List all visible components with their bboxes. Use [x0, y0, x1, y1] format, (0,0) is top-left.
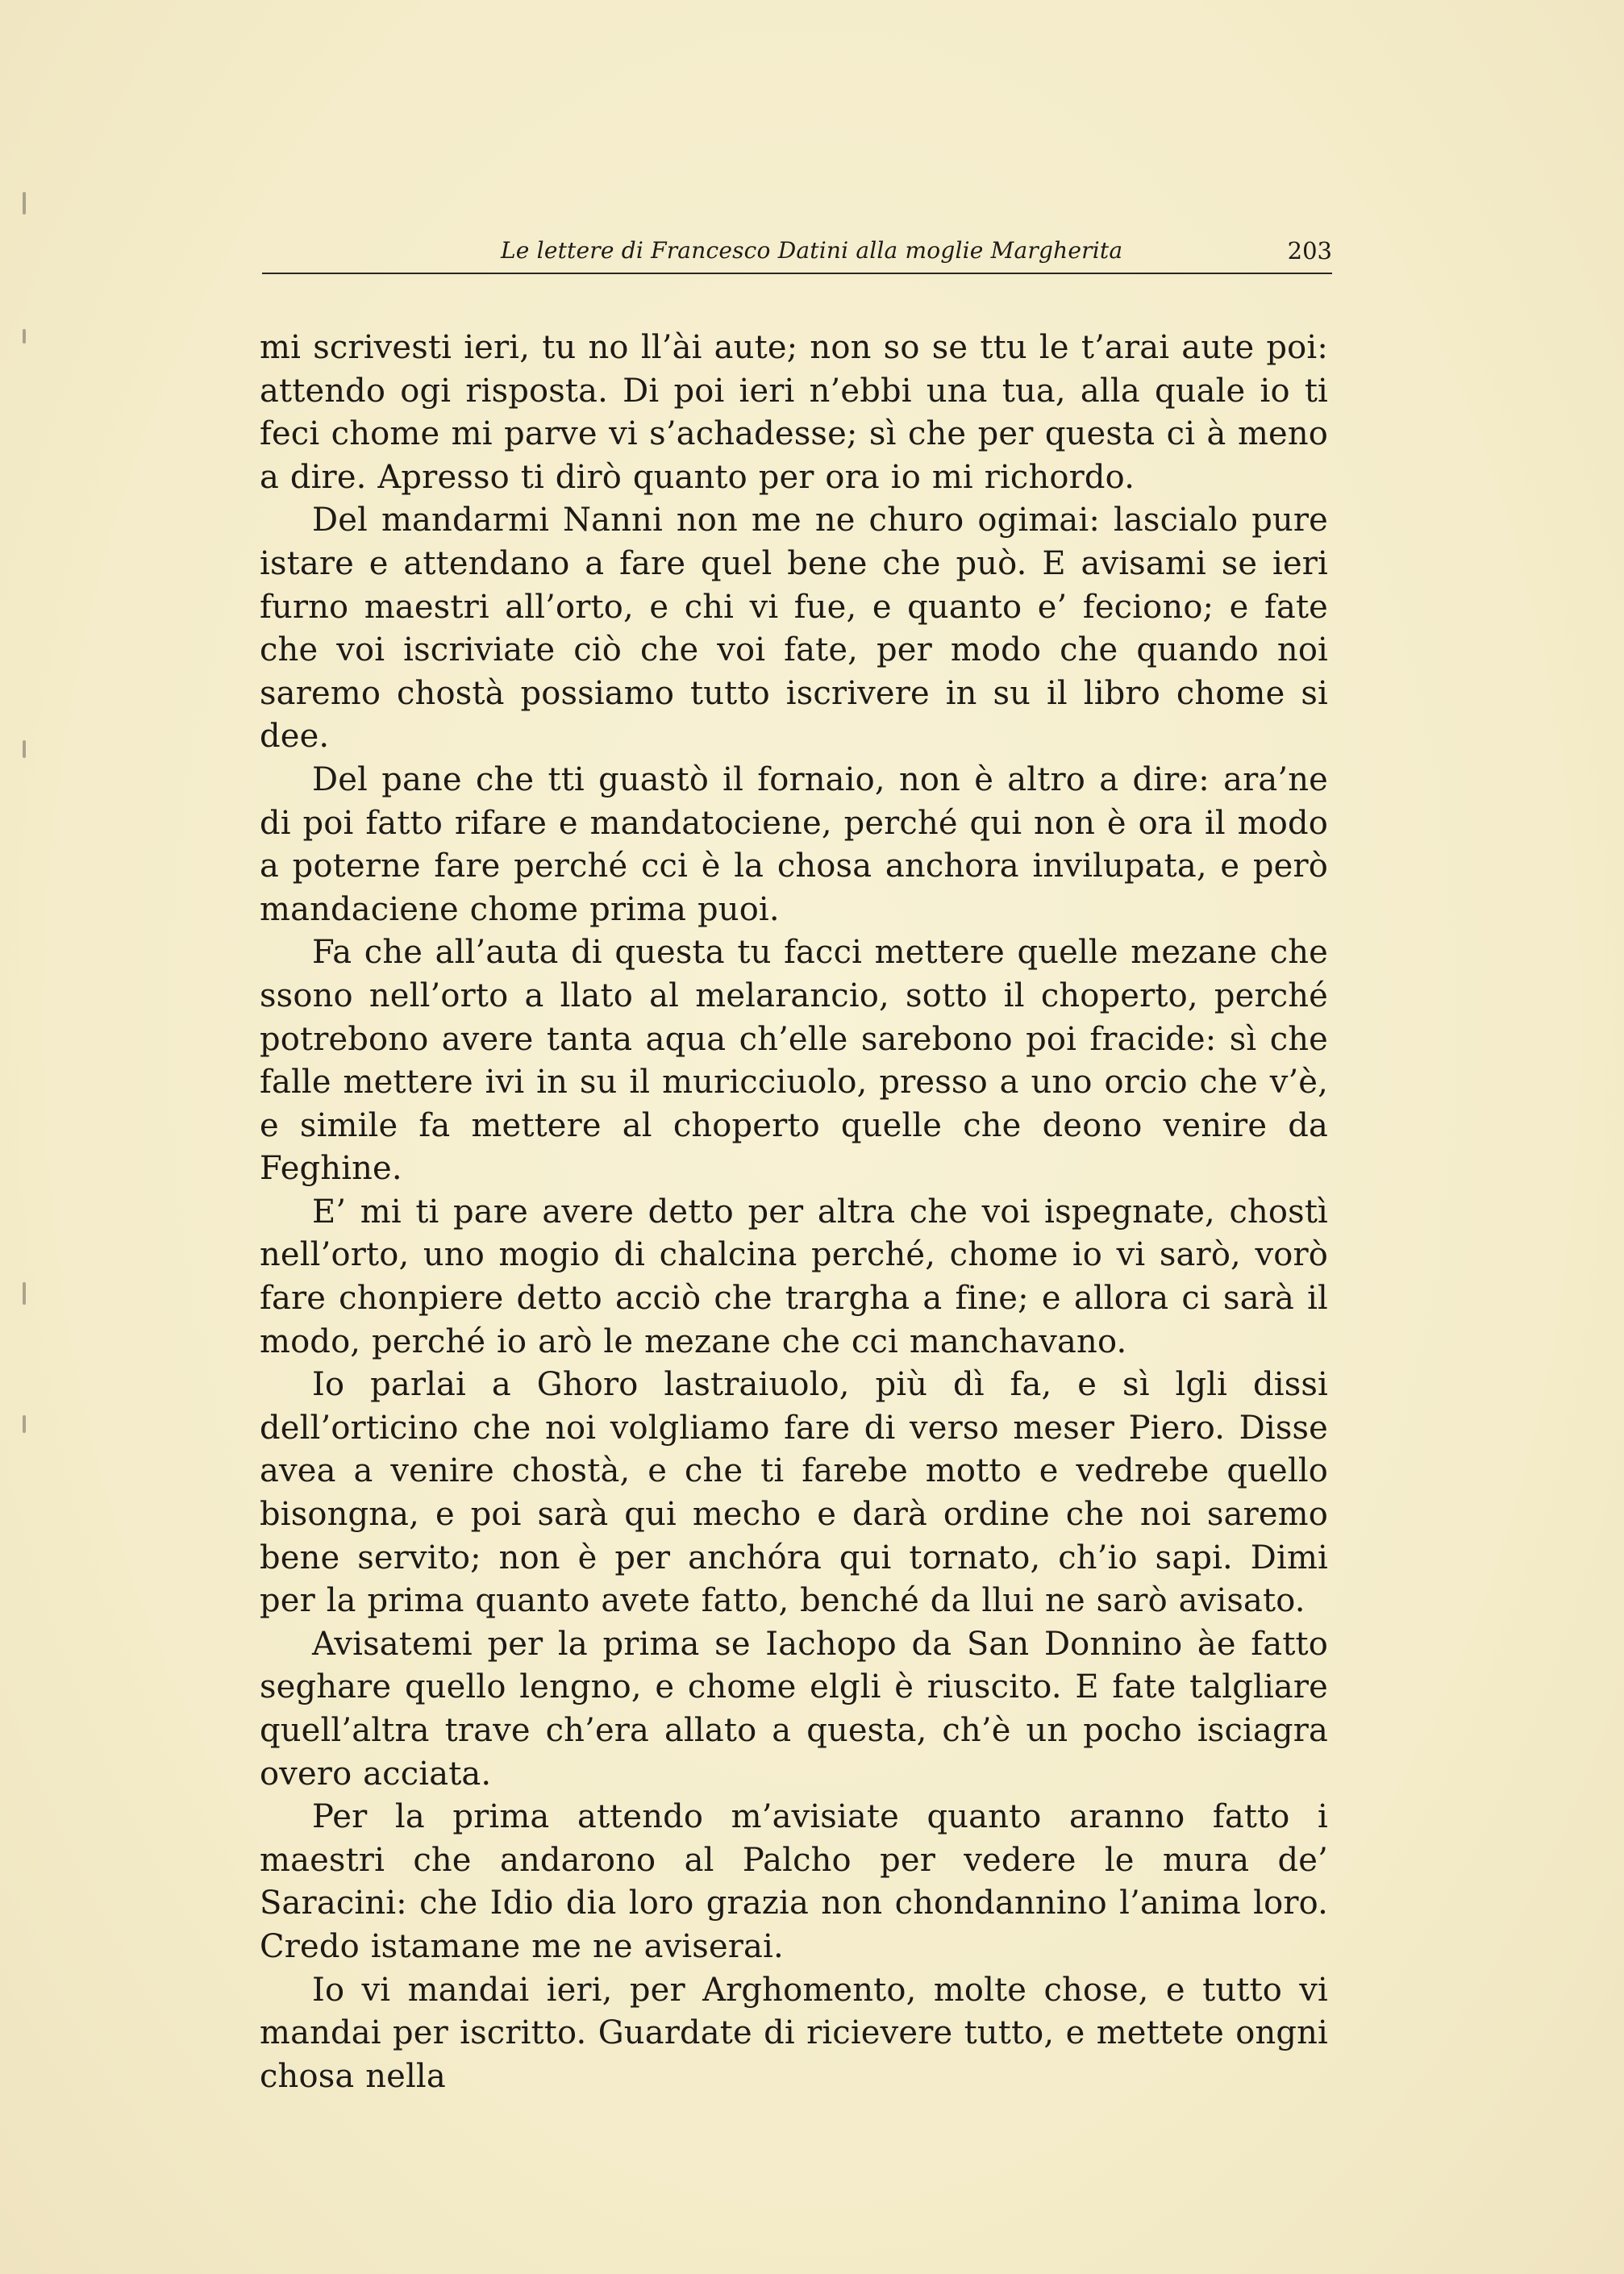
edge-mark [23, 1282, 26, 1305]
running-title: Le lettere di Francesco Datini alla moglie Margherita [501, 237, 1123, 264]
edge-mark [23, 329, 26, 344]
paragraph: Per la prima attendo m’avisiate quanto aranno fatto i maestri che andarono al Palcho per vedere le mura de’ Saracini: che Idio dia loro grazia non chondannino l’anima loro. Credo istamane me ne aviserai. [260, 1798, 1328, 1965]
page-number: 203 [1287, 237, 1332, 264]
paragraph: Del pane che tti guastò il fornaio, non è altro a dire: ara’ne di poi fatto rifare e mandatociene, perché qui non è ora il modo a poterne fare perché cci è la chosa anchora invilupata, e però mandaciene chome prima puoi. [260, 760, 1328, 928]
paragraph: mi scrivesti ieri, tu no ll’ài aute; non so se ttu le t’arai aute poi: attendo ogi risposta. Di poi ieri n’ebbi una tua, alla quale io ti feci chome mi parve vi s’achadesse; sì che per questa ci à meno a dire. Apresso ti dirò quanto per ora io mi richordo. [260, 329, 1328, 496]
body-text [260, 327, 1328, 2098]
paragraph: Io parlai a Ghoro lastraiuolo, più dì fa, e sì lgli dissi dell’orticino che noi volgliamo fare di verso meser Piero. Disse avea a venire chostà, e che ti farebe motto e vedrebe quello bisongna, e poi sarà qui mecho e darà ordine che noi saremo bene servito; non è per anchóra qui tornato, ch’io sapi. Dimi per la prima quanto avete fatto, benché da llui ne sarò avisato. [260, 1366, 1328, 1620]
edge-mark [23, 740, 26, 758]
edge-mark [23, 192, 26, 214]
paragraph: E’ mi ti pare avere detto per altra che voi ispegnate, chostì nell’orto, uno mogio di chalcina perché, chome io vi sarò, vorò fare chonpiere detto acciò che trargha a fine; e allora ci sarà il modo, perché io arò le mezane che cci manchavano. [260, 1193, 1328, 1360]
paragraph: Io vi mandai ieri, per Arghomento, molte chose, e tutto vi mandai per iscritto. Guardate di ricievere tutto, e mettete ongni chosa nella [260, 1971, 1328, 2095]
running-header [262, 234, 1332, 274]
paragraph: Del mandarmi Nanni non me ne churo ogimai: lascialo pure istare e attendano a fare quel bene che può. E avisami se ieri furno maestri all’orto, e chi vi fue, e quanto e’ feciono; e fate che voi iscriviate ciò che voi fate, per modo che quando noi saremo chostà possiamo tutto iscrivere in su il libro chome si dee. [260, 502, 1328, 756]
paragraph: Avisatemi per la prima se Iachopo da San Donnino àe fatto seghare quello lengno, e chome elgli è riuscito. E fate talgliare quell’altra trave ch’era allato a questa, ch’è un pocho isciagra overo acciata. [260, 1625, 1328, 1793]
paragraph: Fa che all’auta di questa tu facci mettere quelle mezane che ssono nell’orto a llato al melarancio, sotto il choperto, perché potrebono avere tanta aqua ch’elle sarebono poi fracide: sì che falle mettere ivi in su il muricciuolo, presso a uno orcio che v’è, e simile fa mettere al choperto quelle che deono venire da Feghine. [260, 934, 1328, 1188]
edge-mark [23, 1415, 26, 1433]
